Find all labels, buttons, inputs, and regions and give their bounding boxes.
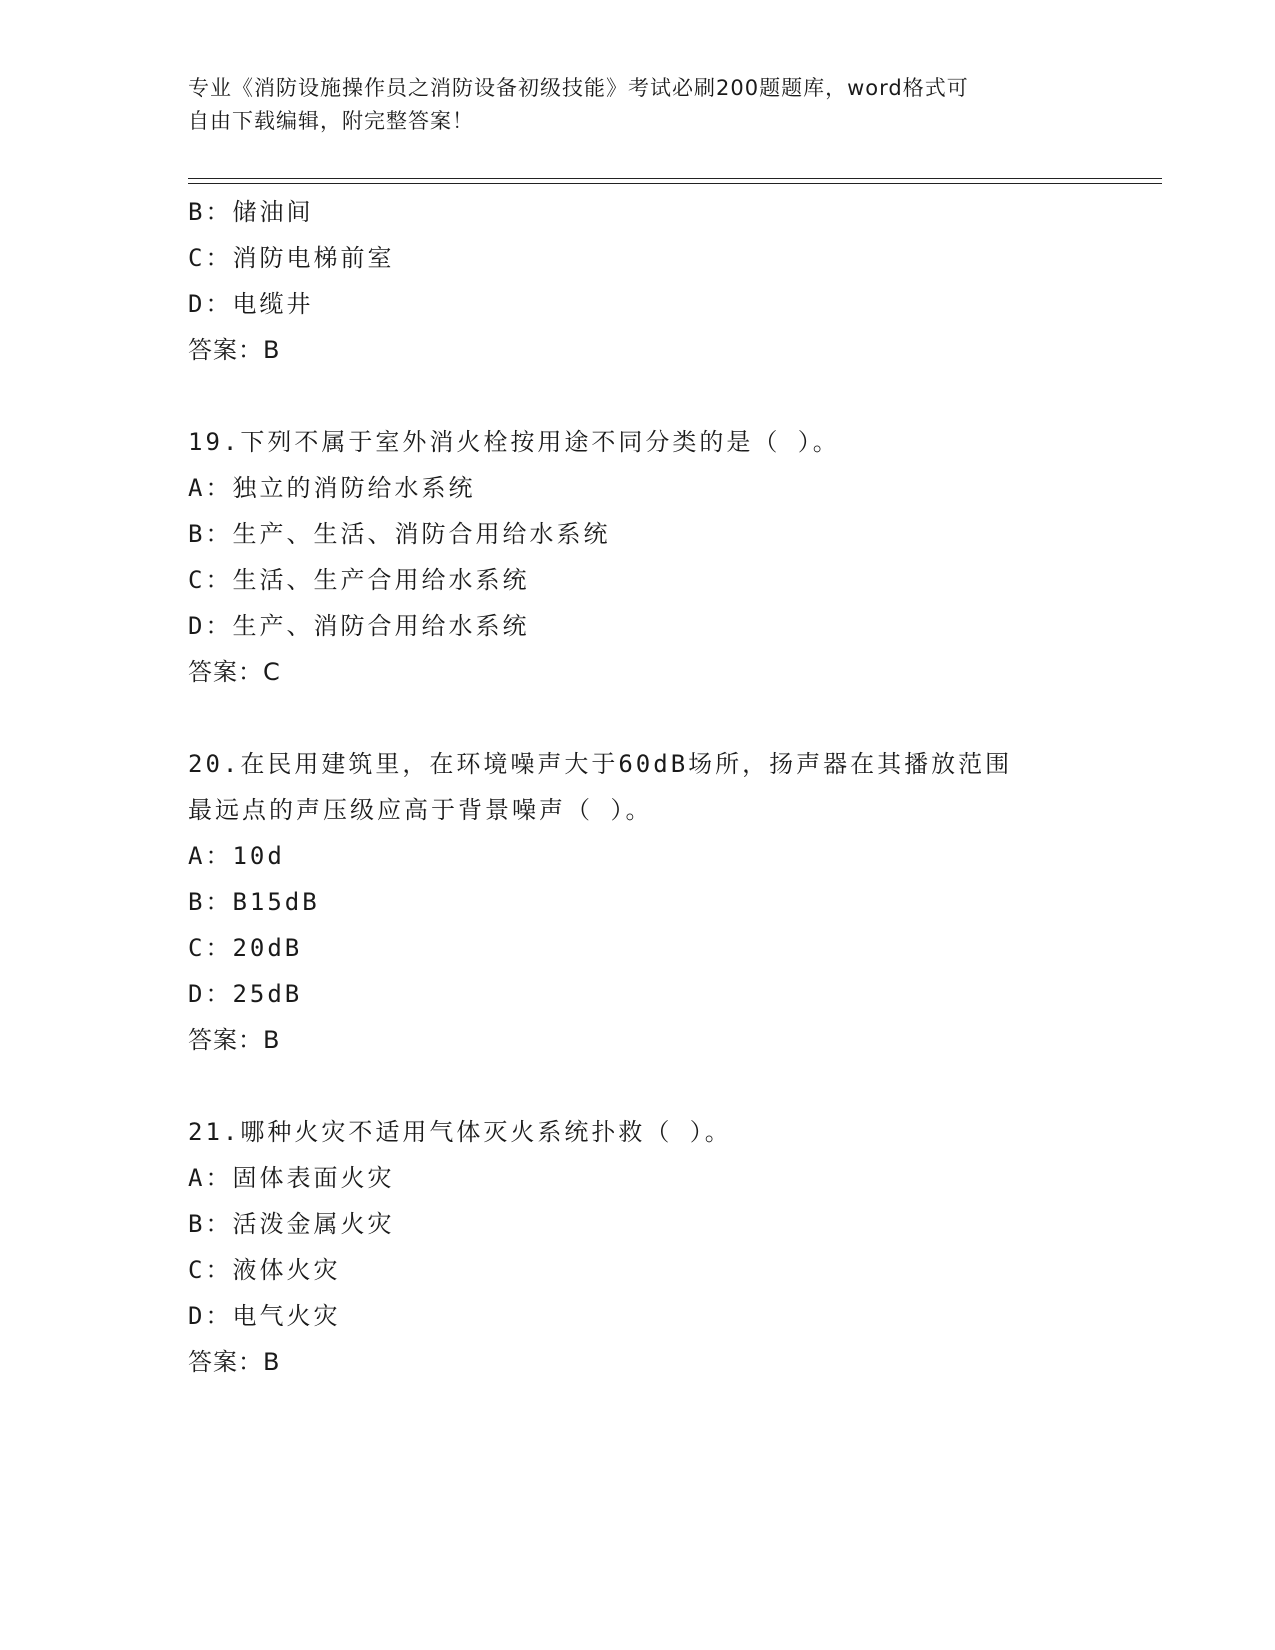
- question-stem: 19.下列不属于室外消火栓按用途不同分类的是（ ）。: [188, 428, 840, 456]
- option-b: B：储油间: [188, 198, 314, 226]
- answer-line: 答案：C: [188, 658, 281, 686]
- option-c: C：20dB: [188, 934, 303, 962]
- header-divider-top: [188, 178, 1162, 179]
- option-c: C：消防电梯前室: [188, 244, 395, 272]
- spacer: [188, 695, 1088, 741]
- option-a: A：固体表面火灾: [188, 1164, 395, 1192]
- question-21: [188, 1109, 1088, 1385]
- option-b: B：B15dB: [188, 888, 320, 916]
- option-a: A：10d: [188, 842, 285, 870]
- header-line-2: 自由下载编辑，附完整答案！: [188, 109, 474, 133]
- option-c: C：液体火灾: [188, 1256, 341, 1284]
- option-d: D：25dB: [188, 980, 303, 1008]
- option-d: D：生产、消防合用给水系统: [188, 612, 530, 640]
- option-b: B：生产、生活、消防合用给水系统: [188, 520, 611, 548]
- header-line-1: 专业《消防设施操作员之消防设备初级技能》考试必刷200题题库，word格式可: [188, 76, 969, 100]
- question-stem-line-1: 20.在民用建筑里，在环境噪声大于60dB场所，扬声器在其播放范围: [188, 750, 1013, 778]
- header-divider-bottom: [188, 183, 1162, 184]
- question-stem: 21.哪种火灾不适用气体灭火系统扑救（ ）。: [188, 1118, 732, 1146]
- question-list: [188, 189, 1088, 1385]
- question-stem-line-2: 最远点的声压级应高于背景噪声（ ）。: [188, 796, 653, 824]
- question-18: [188, 189, 1088, 373]
- option-c: C：生活、生产合用给水系统: [188, 566, 530, 594]
- option-a: A：独立的消防给水系统: [188, 474, 476, 502]
- spacer: [188, 373, 1088, 419]
- option-d: D：电气火灾: [188, 1302, 341, 1330]
- question-19: [188, 419, 1088, 695]
- answer-line: 答案：B: [188, 1348, 281, 1376]
- spacer: [188, 1063, 1088, 1109]
- answer-line: 答案：B: [188, 1026, 281, 1054]
- option-d: D：电缆井: [188, 290, 314, 318]
- question-20: [188, 741, 1088, 1063]
- option-b: B：活泼金属火灾: [188, 1210, 395, 1238]
- document-header: [188, 72, 1088, 138]
- answer-line: 答案：B: [188, 336, 281, 364]
